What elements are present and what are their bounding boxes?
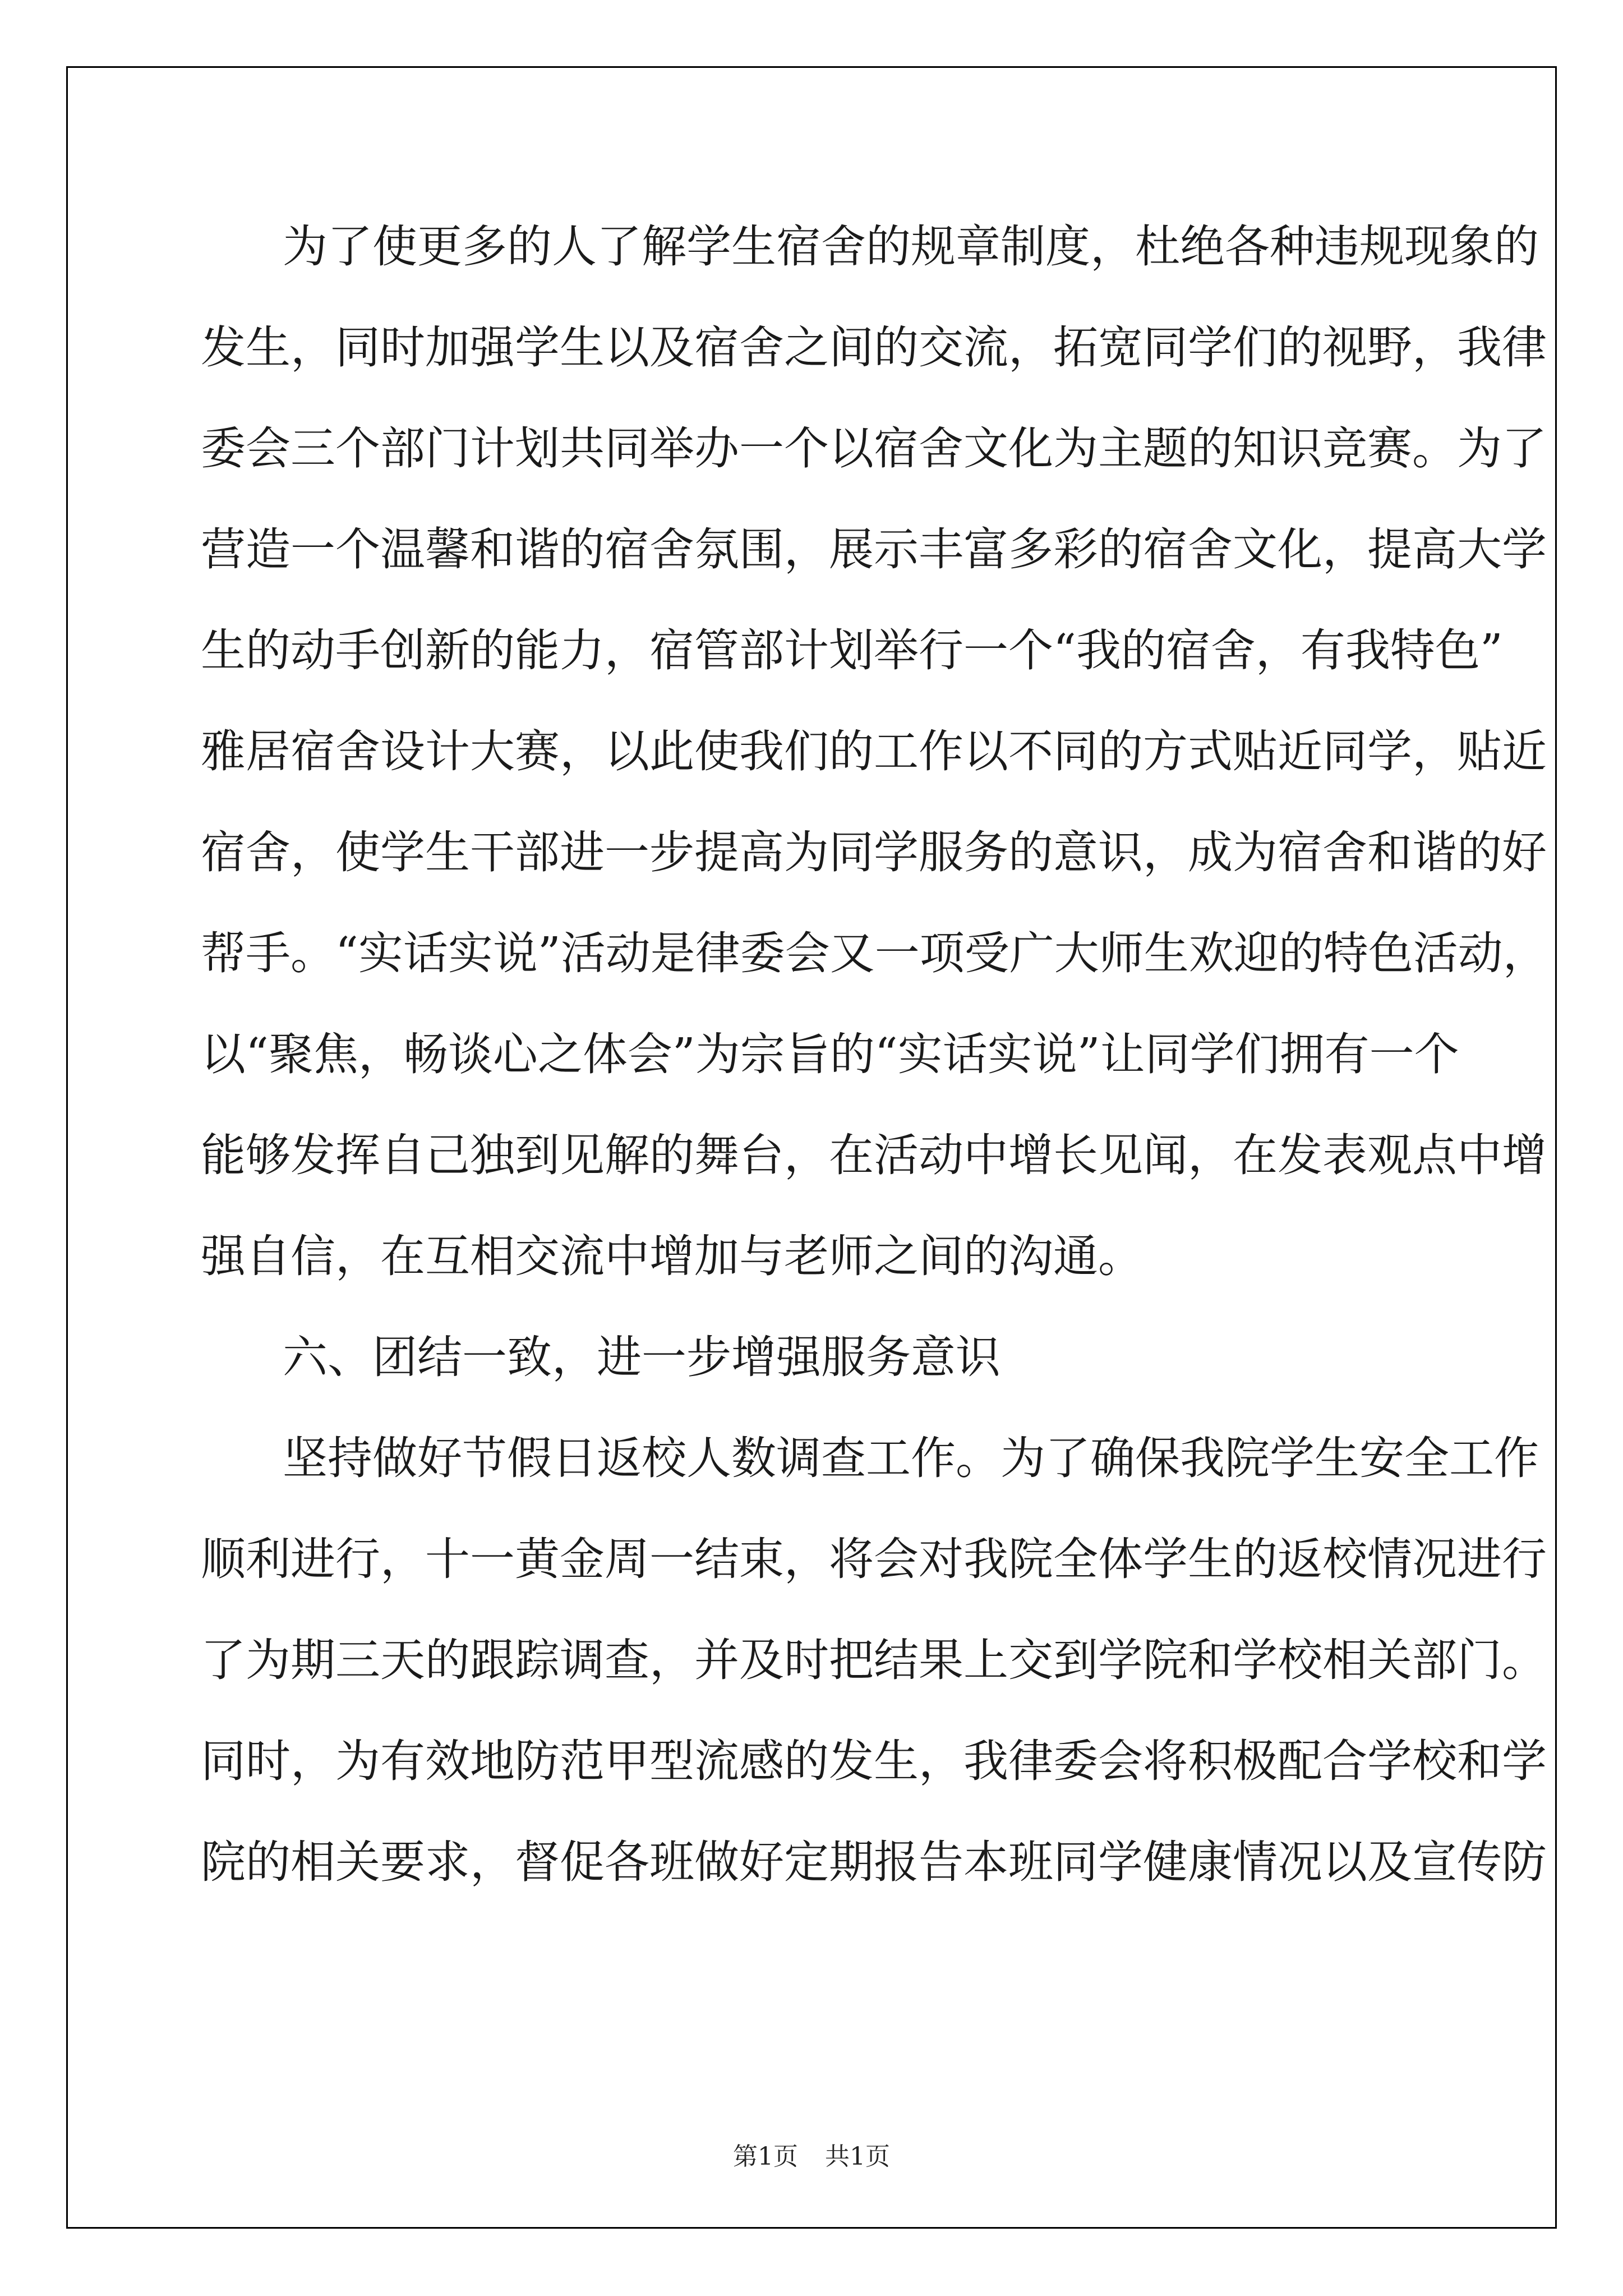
paragraph-line: 顺利进行，十一黄金周一结束，将会对我院全体学生的返校情况进行	[201, 1533, 1547, 1585]
paragraph-line: 院的相关要求，督促各班做好定期报告本班同学健康情况以及宣传防	[201, 1836, 1547, 1888]
document-body	[201, 213, 1548, 1930]
paragraph-line: 发生，同时加强学生以及宿舍之间的交流，拓宽同学们的视野，我律	[201, 321, 1547, 374]
paragraph-line: 为了使更多的人了解学生宿舍的规章制度，杜绝各种违规现象的	[283, 220, 1539, 273]
page-total: 共1页	[825, 2142, 890, 2171]
section-heading: 六、团结一致，进一步增强服务意识	[283, 1331, 1000, 1383]
paragraph-line: 雅居宿舍设计大赛，以此使我们的工作以不同的方式贴近同学，贴近	[201, 725, 1547, 777]
paragraph-line: 同时，为有效地防范甲型流感的发生，我律委会将积极配合学校和学	[201, 1735, 1547, 1787]
paragraph-line: 能够发挥自己独到见解的舞台，在活动中增长见闻，在发表观点中增	[201, 1129, 1547, 1181]
paragraph-line: 帮手。“实话实说”活动是律委会又一项受广大师生欢迎的特色活动，	[201, 927, 1548, 979]
page-footer	[0, 2140, 1623, 2174]
paragraph-line: 了为期三天的跟踪调查，并及时把结果上交到学院和学校相关部门。	[201, 1634, 1547, 1686]
paragraph-line: 强自信，在互相交流中增加与老师之间的沟通。	[201, 1230, 1143, 1282]
paragraph-line: 生的动手创新的能力，宿管部计划举行一个“我的宿舍，有我特色”	[201, 624, 1503, 677]
paragraph-line: 营造一个温馨和谐的宿舍氛围，展示丰富多彩的宿舍文化，提高大学	[201, 523, 1547, 576]
page-number: 第1页	[733, 2142, 798, 2171]
paragraph-line: 委会三个部门计划共同举办一个以宿舍文化为主题的知识竞赛。为了	[201, 422, 1547, 475]
paragraph-line: 坚持做好节假日返校人数调查工作。为了确保我院学生安全工作	[283, 1432, 1539, 1484]
paragraph-line: 宿舍，使学生干部进一步提高为同学服务的意识，成为宿舍和谐的好	[201, 826, 1547, 878]
paragraph-line: 以“聚焦，畅谈心之体会”为宗旨的“实话实说”让同学们拥有一个	[201, 1028, 1459, 1080]
